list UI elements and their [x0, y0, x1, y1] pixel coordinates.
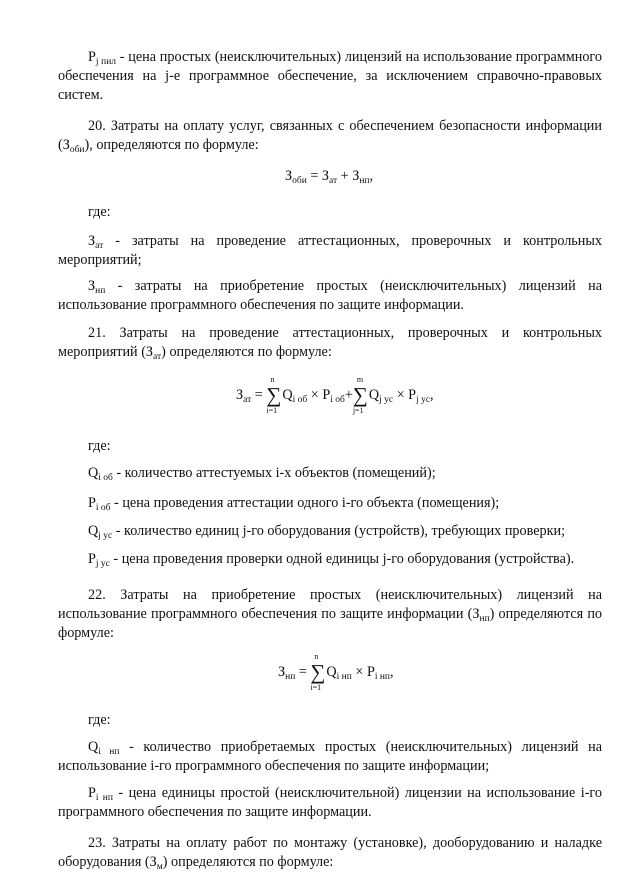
sum-symbol-j: m ∑ j=1	[352, 375, 368, 416]
section-23-intro: 23. Затраты на оплату работ по монтажу (установке), дооборудованию и наладке оборудования $(З_м)$ определяются по формуле:	[58, 835, 602, 872]
definition-p-i-ob: $P_{i об}$ - цена проведения аттестации одного i-го объекта (помещения);	[88, 495, 500, 513]
formula-21: $З_{ат}$ = n ∑ i=1 $Q_{i об} \times P_{i об}+$ m ∑ j=1 $Q_{j ус} \times P_{j ус}$,	[236, 375, 434, 416]
definition-z-np: $З_{нп}$ - затраты на приобретение простых (неисключительных) лицензий на использование программного обеспечения по защите информации.	[58, 278, 602, 313]
where-label-21: где:	[88, 438, 111, 454]
definition-q-j-us: $Q_{j ус}$ - количество единиц j-го оборудования (устройств), требующих проверки;	[88, 523, 566, 541]
sum-symbol-i: n ∑ i=1	[266, 375, 282, 416]
section-21-intro: 21. Затраты на проведение аттестационных, проверочных и контрольных мероприятий $(З_{ат})$ определяются по формуле:	[58, 325, 602, 362]
section-20-intro: 20. Затраты на оплату услуг, связанных с обеспечением безопасности информации $(З_{оби})$, определяются по формуле:	[58, 118, 602, 155]
definition-q-i-ob: $Q_{i об}$ - количество аттестуемых i-х объектов (помещений);	[88, 465, 436, 483]
sum-symbol-i: n ∑ i=1	[310, 652, 326, 693]
section-22-intro: 22. Затраты на приобретение простых (неисключительных) лицензий на использование программного обеспечения по защите информации $(З_{нп})$ определяются по формуле:	[58, 587, 603, 641]
where-label-20: где:	[88, 204, 111, 220]
formula-22: $З_{нп}$ = n ∑ i=1 $Q_{i нп} \times P_{i нп}$,	[278, 652, 394, 693]
definition-z-at: $З_{ат}$ - затраты на проведение аттестационных, проверочных и контрольных мероприятий;	[58, 233, 602, 268]
definition-p-j-us: $P_{j ус}$ - цена проведения проверки одной единицы j-го оборудования (устройства).	[88, 551, 575, 569]
where-label-22: где:	[88, 712, 111, 728]
definition-p-i-np: $P_{i нп}$ - цена единицы простой (неисключительной) лицензии на использование i-го программного обеспечения по защите информации.	[58, 785, 602, 820]
definition-p-j-pil: $P_{j пил}$ - цена простых (неисключительных) лицензий на использование программного обеспечения на j-е программное обеспечение, за исключением справочно-правовых систем.	[58, 49, 602, 103]
definition-q-i-np: $Q_{i нп}$ - количество приобретаемых простых (неисключительных) лицензий на использование i-го программного обеспечения по защите информации;	[58, 739, 602, 774]
formula-20: $З_{оби} = З_{ат} + З_{нп}$,	[285, 168, 374, 186]
